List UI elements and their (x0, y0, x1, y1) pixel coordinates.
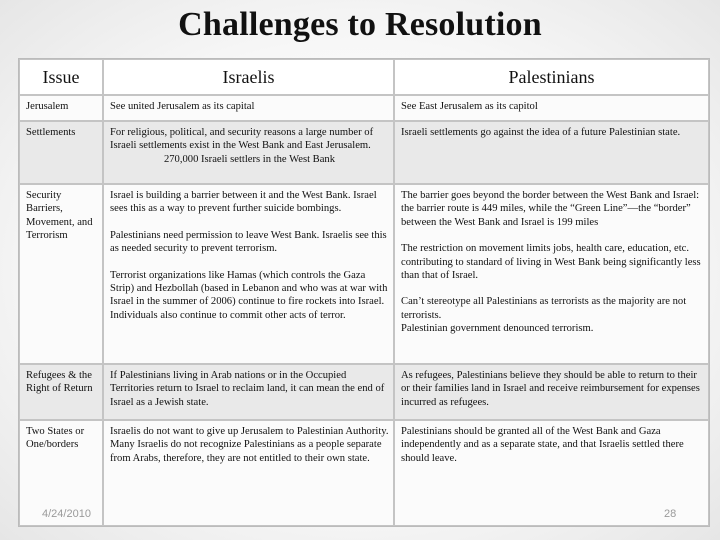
cell-text: See united Jerusalem as its capital (110, 101, 255, 112)
comparison-table (18, 58, 710, 527)
table-row (19, 95, 709, 121)
table-row (19, 121, 709, 184)
cell-text: Israeli settlements go against the idea of a future Palestinian state. (401, 127, 681, 138)
table-row (19, 364, 709, 420)
cell-text: Palestinian government denounced terrorism. (401, 323, 594, 335)
table-row (19, 184, 709, 364)
israelis-cell (103, 364, 394, 420)
israelis-cell (103, 121, 394, 184)
slide-number: 28 (664, 508, 677, 520)
cell-text: Can’t stereotype all Palestinians as terrorists as the majority are not terrorists. (401, 296, 687, 321)
cell-text: See East Jerusalem as its capitol (401, 101, 538, 112)
cell-text: The restriction on movement limits jobs, health care, education, etc. contributing to standard of living in West Bank being significantly less than that of Israel. (401, 243, 701, 282)
palestinians-cell (394, 420, 709, 526)
cell-text: 270,000 Israeli settlers in the West Bank (163, 153, 336, 165)
cell-text: Palestinians need permission to leave West Bank. Israelis see this as needed security to prevent terrorism. (110, 229, 387, 255)
cell-text: Terrorist organizations like Hamas (which controls the Gaza Strip) and Hezbollah (based in Lebanon and who was at war with Israel in the summer of 2006) continue to fire rockets into Israel. Individuals also continue to commit other acts of terror. (110, 269, 388, 321)
israelis-cell (103, 184, 394, 364)
cell-text: For religious, political, and security reasons a large number of Israeli settlements exist in the West Bank and East Jerusalem. (110, 127, 374, 152)
palestinians-cell (394, 121, 709, 184)
cell-text: Israel is building a barrier between it and the West Bank. Israel sees this as a way to prevent further suicide bombings. (110, 190, 377, 215)
issue-cell: Jerusalem (19, 95, 103, 121)
slide-title: Challenges to Resolution (178, 6, 542, 43)
issue-cell: Two States or One/borders (19, 420, 103, 526)
palestinians-cell (394, 184, 709, 364)
palestinians-cell (394, 364, 709, 420)
table-header-row (19, 59, 709, 95)
issue-cell: Settlements (19, 121, 103, 184)
header-israelis: Israelis (103, 59, 394, 95)
issue-cell: Refugees & the Right of Return (19, 364, 103, 420)
cell-text: As refugees, Palestinians believe they should be able to return to their or their families land in Israel and receive reimbursement for expenses incurred as refugees. (401, 370, 700, 408)
cell-text: If Palestinians living in Arab nations or in the Occupied Territories return to Israel to reclaim land, it can mean the end of Israel as a Jewish state. (110, 370, 385, 408)
israelis-cell (103, 420, 394, 526)
table-row (19, 420, 709, 526)
issue-cell: Security Barriers, Movement, and Terrorism (19, 184, 103, 364)
palestinians-cell (394, 95, 709, 121)
cell-text: The barrier goes beyond the border between the West Bank and Israel: the barrier route is 449 miles, while the “Green Line”—the “border” between the West Bank and Israel is 199 miles (401, 190, 700, 228)
footer-date: 4/24/2010 (42, 508, 91, 520)
header-issue: Issue (19, 59, 103, 95)
header-palestinians: Palestinians (394, 59, 709, 95)
israelis-cell (103, 95, 394, 121)
cell-text: Israelis do not want to give up Jerusalem to Palestinian Authority. Many Israelis do not recognize Palestinians as a people separate from Arabs, therefore, they are not entitled to their own state. (110, 426, 389, 464)
cell-text: Palestinians should be granted all of the West Bank and Gaza independently and as a separate state, and that Israelis settled there should leave. (401, 426, 684, 464)
